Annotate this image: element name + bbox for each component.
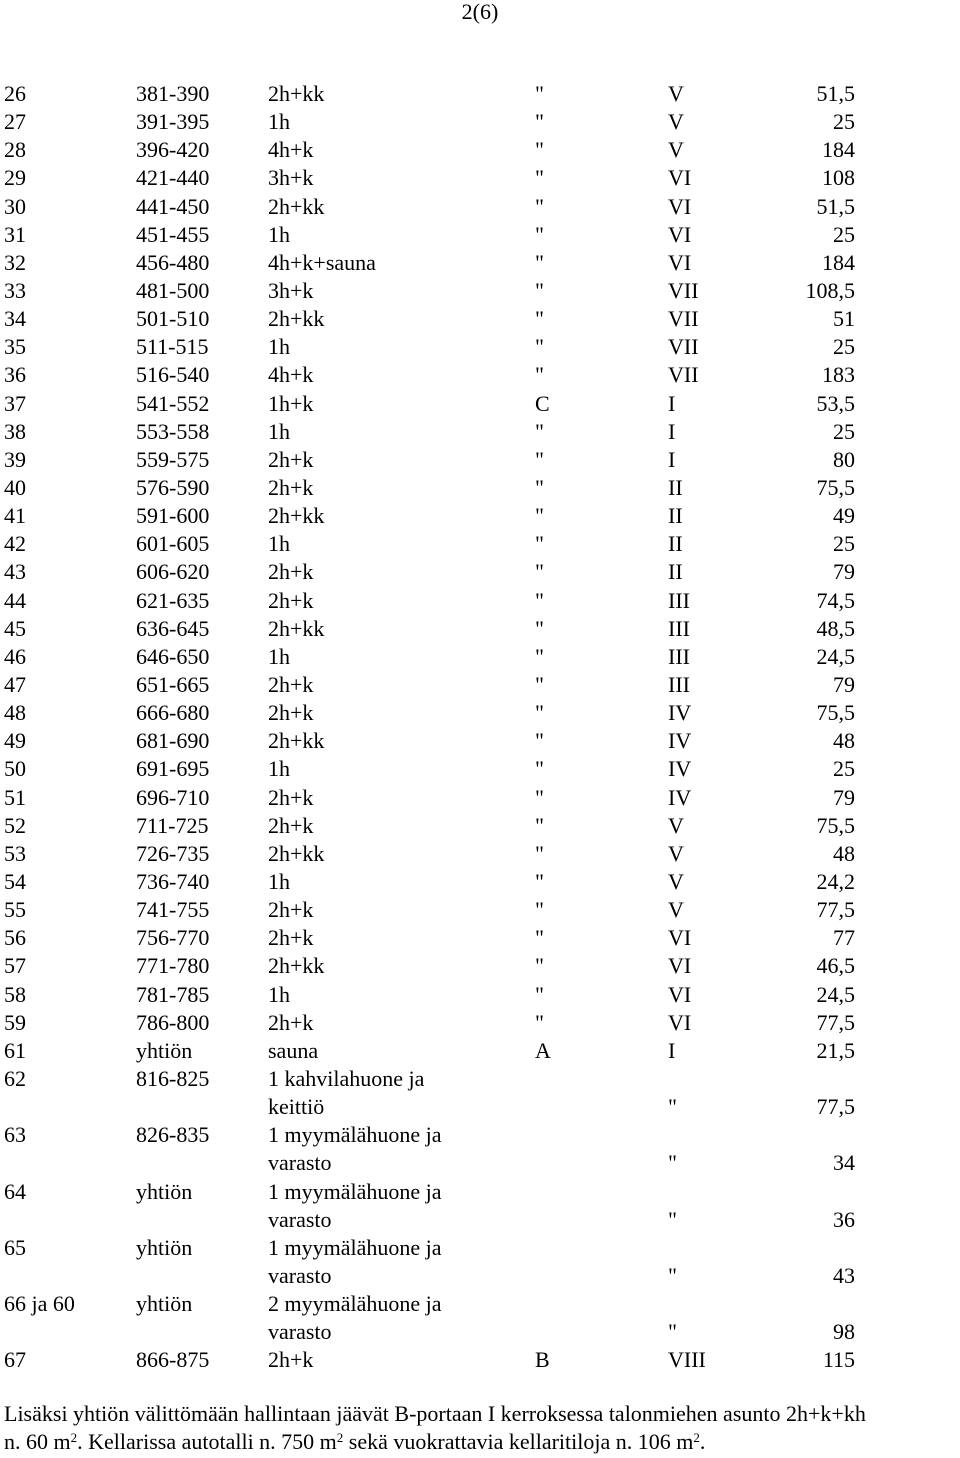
floor-cell: IV (668, 784, 692, 810)
staircase-cell: " (535, 165, 544, 191)
floor-cell: VI (668, 193, 692, 219)
room-type-cell: 3h+k (268, 277, 314, 303)
floor-cell: V (668, 868, 684, 894)
staircase-cell: " (535, 362, 544, 388)
staircase-cell: " (535, 897, 544, 923)
floor-cell: VI (668, 953, 692, 979)
area-cell: 75,5 (816, 700, 855, 726)
floor-cell: I (668, 1037, 676, 1063)
floor-cell: V (668, 81, 684, 106)
row-number-cell: 67 (4, 1347, 26, 1373)
apartment-range-cell: 681-690 (136, 728, 210, 754)
floor-cell: I (668, 390, 676, 416)
apartment-range-cell: 771-780 (136, 953, 210, 979)
area-cell: 25 (833, 221, 855, 247)
row-number-cell: 41 (4, 503, 26, 529)
floor-cell: III (668, 643, 690, 669)
area-cell: 24,5 (816, 643, 855, 669)
footnote-line-1: Lisäksi yhtiön välittömään hallintaan jäävät B-portaan I kerroksessa talonmiehen asunto 2h+k+kh (4, 1401, 866, 1426)
area-cell: 49 (833, 503, 855, 529)
floor-cell: VIII (668, 1347, 706, 1373)
footnote-text-c: sekä vuokrattavia kellaritiloja n. 106 m (343, 1429, 694, 1454)
area-cell: 79 (833, 671, 855, 697)
floor-cell: " (668, 1319, 677, 1345)
staircase-cell: " (535, 953, 544, 979)
room-type-cell: 3h+k (268, 165, 314, 191)
table-row (0, 896, 960, 924)
room-type-cell: 2h+kk (268, 615, 325, 641)
floor-cell: V (668, 812, 684, 838)
staircase-cell: " (535, 812, 544, 838)
table-row (0, 418, 960, 446)
room-type-cell: 4h+k (268, 137, 314, 163)
table-row (0, 249, 960, 277)
staircase-cell: " (535, 981, 544, 1007)
row-number-cell: 31 (4, 221, 26, 247)
table-row (0, 840, 960, 868)
table-row (0, 924, 960, 952)
room-type-cell: 2h+kk (268, 193, 325, 219)
table-row (0, 80, 960, 108)
apartment-range-cell: 816-825 (136, 1065, 210, 1091)
footnote-text-b: . Kellarissa autotalli n. 750 m (77, 1429, 337, 1454)
apartment-range-cell: 451-455 (136, 221, 210, 247)
area-cell: 108,5 (805, 277, 855, 303)
staircase-cell: " (535, 868, 544, 894)
row-number-cell: 62 (4, 1065, 26, 1091)
row-number-cell: 56 (4, 925, 26, 951)
apartment-range-cell: 756-770 (136, 925, 210, 951)
apartment-range-cell: yhtiön (136, 1178, 193, 1204)
staircase-cell: " (535, 109, 544, 135)
apartment-range-cell: yhtiön (136, 1291, 193, 1317)
staircase-cell: " (535, 756, 544, 782)
room-type-cell: 2h+k (268, 784, 314, 810)
apartment-range-cell: 726-735 (136, 840, 210, 866)
table-row (0, 1009, 960, 1037)
apartment-range-cell: 781-785 (136, 981, 210, 1007)
area-cell: 77,5 (816, 897, 855, 923)
room-type-cell: 4h+k+sauna (268, 249, 376, 275)
staircase-cell: " (535, 137, 544, 163)
staircase-cell: " (535, 643, 544, 669)
row-number-cell: 36 (4, 362, 26, 388)
area-cell: 25 (833, 418, 855, 444)
staircase-cell: " (535, 503, 544, 529)
area-cell: 53,5 (816, 390, 855, 416)
floor-cell: V (668, 137, 684, 163)
table-row (0, 981, 960, 1009)
table-row (0, 390, 960, 418)
floor-cell: III (668, 671, 690, 697)
row-number-cell: 40 (4, 474, 26, 500)
area-cell: 46,5 (816, 953, 855, 979)
area-cell: 184 (822, 137, 855, 163)
footnote-line-2 (4, 1428, 960, 1456)
row-number-cell: 43 (4, 559, 26, 585)
page-number: 2(6) (461, 0, 499, 24)
area-cell: 80 (833, 446, 855, 472)
staircase-cell: " (535, 418, 544, 444)
apartment-range-cell: 786-800 (136, 1009, 210, 1035)
table-row (0, 558, 960, 586)
apartment-range-cell: 741-755 (136, 897, 210, 923)
floor-cell: VI (668, 1009, 692, 1035)
area-cell: 25 (833, 531, 855, 557)
room-type-cell: 1h (268, 334, 290, 360)
area-cell: 79 (833, 559, 855, 585)
row-number-cell: 65 (4, 1234, 26, 1260)
table-row (0, 671, 960, 699)
room-type-cell: 2h+k (268, 1009, 314, 1035)
room-type-cell: 1h (268, 981, 290, 1007)
apartment-range-cell: 396-420 (136, 137, 210, 163)
floor-cell: VII (668, 277, 699, 303)
area-cell: 51,5 (816, 81, 855, 106)
floor-cell: " (668, 1094, 677, 1120)
row-number-cell: 57 (4, 953, 26, 979)
floor-cell: II (668, 559, 683, 585)
room-type-cell-continued: varasto (268, 1319, 332, 1345)
table-row (0, 1065, 960, 1121)
apartment-range-cell: yhtiön (136, 1234, 193, 1260)
apartment-range-cell: 711-725 (136, 812, 209, 838)
footnote (4, 1400, 960, 1456)
apartment-range-cell: 381-390 (136, 81, 210, 106)
apartment-range-cell: 441-450 (136, 193, 210, 219)
footnote-text-a: n. 60 m (4, 1429, 71, 1454)
area-cell: 25 (833, 334, 855, 360)
apartment-range-cell: 601-605 (136, 531, 210, 557)
apartment-range-cell: 511-515 (136, 334, 209, 360)
staircase-cell: " (535, 840, 544, 866)
room-type-cell: 2h+k (268, 897, 314, 923)
room-type-cell: 2h+kk (268, 728, 325, 754)
apartment-range-cell: 636-645 (136, 615, 210, 641)
table-row (0, 1037, 960, 1065)
floor-cell: " (668, 1150, 677, 1176)
room-type-cell: 2h+k (268, 1347, 314, 1373)
table-row (0, 587, 960, 615)
staircase-cell: " (535, 306, 544, 332)
area-cell: 51,5 (816, 193, 855, 219)
room-type-cell: 1 kahvilahuone ja (268, 1065, 425, 1091)
staircase-cell: " (535, 249, 544, 275)
apartment-range-cell: 826-835 (136, 1122, 210, 1148)
apartment-range-cell: 456-480 (136, 249, 210, 275)
row-number-cell: 66 ja 60 (4, 1291, 75, 1317)
footnote-text-d: . (699, 1429, 706, 1454)
staircase-cell: " (535, 925, 544, 951)
room-type-cell: 1 myymälähuone ja (268, 1122, 442, 1148)
room-type-cell: 1h (268, 643, 290, 669)
floor-cell: III (668, 587, 690, 613)
table-row (0, 446, 960, 474)
floor-cell: IV (668, 700, 692, 726)
row-number-cell: 34 (4, 306, 26, 332)
row-number-cell: 63 (4, 1122, 26, 1148)
staircase-cell: " (535, 334, 544, 360)
floor-cell: VII (668, 334, 699, 360)
room-type-cell: 2h+k (268, 925, 314, 951)
room-type-cell-continued: varasto (268, 1150, 332, 1176)
apartment-range-cell: 621-635 (136, 587, 210, 613)
apartment-range-cell: 516-540 (136, 362, 210, 388)
floor-cell: I (668, 418, 676, 444)
superscript: 2 (336, 1430, 344, 1445)
staircase-cell: " (535, 193, 544, 219)
room-type-cell: 2h+k (268, 446, 314, 472)
area-cell: 77 (833, 925, 855, 951)
floor-cell: VI (668, 981, 692, 1007)
room-type-cell: 2h+k (268, 700, 314, 726)
row-number-cell: 30 (4, 193, 26, 219)
apartment-range-cell: 736-740 (136, 868, 210, 894)
table-row (0, 530, 960, 558)
staircase-cell: " (535, 784, 544, 810)
row-number-cell: 51 (4, 784, 26, 810)
staircase-cell: " (535, 700, 544, 726)
room-type-cell: 2 myymälähuone ja (268, 1291, 442, 1317)
floor-cell: V (668, 840, 684, 866)
table-row (0, 1121, 960, 1177)
area-cell: 183 (822, 362, 855, 388)
floor-cell: III (668, 615, 690, 641)
floor-cell: VI (668, 925, 692, 951)
area-cell: 77,5 (816, 1009, 855, 1035)
room-type-cell: 2h+kk (268, 306, 325, 332)
table-row (0, 727, 960, 755)
floor-cell: V (668, 109, 684, 135)
area-cell: 25 (833, 756, 855, 782)
row-number-cell: 45 (4, 615, 26, 641)
table-row (0, 868, 960, 896)
table-row (0, 784, 960, 812)
area-cell: 24,2 (816, 868, 855, 894)
area-cell: 48 (833, 728, 855, 754)
room-type-cell: 2h+k (268, 671, 314, 697)
table-row (0, 193, 960, 221)
floor-cell: II (668, 503, 683, 529)
room-type-cell: 2h+k (268, 474, 314, 500)
room-type-cell: 1 myymälähuone ja (268, 1234, 442, 1260)
row-number-cell: 50 (4, 756, 26, 782)
area-cell: 115 (822, 1347, 855, 1373)
apartment-range-cell: 866-875 (136, 1347, 210, 1373)
apartment-range-cell: 691-695 (136, 756, 210, 782)
staircase-cell: " (535, 531, 544, 557)
apartment-range-cell: yhtiön (136, 1037, 193, 1063)
area-cell: 75,5 (816, 812, 855, 838)
area-cell: 25 (833, 109, 855, 135)
staircase-cell: " (535, 277, 544, 303)
row-number-cell: 27 (4, 109, 26, 135)
room-type-cell: 2h+kk (268, 953, 325, 979)
floor-cell: II (668, 531, 683, 557)
table-row (0, 164, 960, 192)
room-type-cell: 1h (268, 418, 290, 444)
area-cell: 21,5 (816, 1037, 855, 1063)
staircase-cell: " (535, 81, 544, 106)
room-type-cell: 1h (268, 531, 290, 557)
floor-cell: " (668, 1206, 677, 1232)
room-type-cell-continued: varasto (268, 1262, 332, 1288)
row-number-cell: 49 (4, 728, 26, 754)
superscript: 2 (70, 1430, 78, 1445)
apartment-range-cell: 591-600 (136, 503, 210, 529)
floor-cell: VII (668, 306, 699, 332)
room-type-cell: sauna (268, 1037, 319, 1063)
apartment-range-cell: 541-552 (136, 390, 210, 416)
area-cell: 79 (833, 784, 855, 810)
staircase-cell: " (535, 728, 544, 754)
area-cell: 98 (833, 1319, 855, 1345)
floor-cell: V (668, 897, 684, 923)
row-number-cell: 35 (4, 334, 26, 360)
staircase-cell: " (535, 1009, 544, 1035)
apartment-range-cell: 696-710 (136, 784, 210, 810)
staircase-cell: " (535, 559, 544, 585)
floor-cell: II (668, 474, 683, 500)
row-number-cell: 52 (4, 812, 26, 838)
floor-cell: IV (668, 756, 692, 782)
staircase-cell: " (535, 671, 544, 697)
row-number-cell: 44 (4, 587, 26, 613)
room-type-cell: 2h+k (268, 587, 314, 613)
floor-cell: VI (668, 249, 692, 275)
room-type-cell: 2h+kk (268, 81, 325, 106)
staircase-cell: C (535, 390, 550, 416)
table-row (0, 1290, 960, 1346)
room-type-cell: 2h+k (268, 559, 314, 585)
area-cell: 51 (833, 306, 855, 332)
table-row (0, 108, 960, 136)
row-number-cell: 39 (4, 446, 26, 472)
row-number-cell: 48 (4, 700, 26, 726)
table-row (0, 1346, 960, 1374)
room-type-cell: 1h (268, 868, 290, 894)
staircase-cell: B (535, 1347, 550, 1373)
apartment-range-cell: 606-620 (136, 559, 210, 585)
apartment-range-cell: 391-395 (136, 109, 210, 135)
staircase-cell: " (535, 474, 544, 500)
row-number-cell: 46 (4, 643, 26, 669)
apartment-range-cell: 421-440 (136, 165, 210, 191)
row-number-cell: 32 (4, 249, 26, 275)
floor-cell: VI (668, 165, 692, 191)
row-number-cell: 37 (4, 390, 26, 416)
apartment-range-cell: 501-510 (136, 306, 210, 332)
room-type-cell: 2h+kk (268, 503, 325, 529)
apartment-range-cell: 481-500 (136, 277, 210, 303)
table-row (0, 643, 960, 671)
room-type-cell: 1h+k (268, 390, 314, 416)
apartment-range-cell: 651-665 (136, 671, 210, 697)
room-type-cell: 1h (268, 221, 290, 247)
area-cell: 184 (822, 249, 855, 275)
area-cell: 48 (833, 840, 855, 866)
table-row (0, 277, 960, 305)
table-row (0, 502, 960, 530)
floor-cell: I (668, 446, 676, 472)
area-cell: 74,5 (816, 587, 855, 613)
row-number-cell: 61 (4, 1037, 26, 1063)
room-type-cell: 2h+k (268, 812, 314, 838)
staircase-cell: " (535, 446, 544, 472)
area-cell: 24,5 (816, 981, 855, 1007)
row-number-cell: 59 (4, 1009, 26, 1035)
row-number-cell: 64 (4, 1178, 26, 1204)
table-row (0, 361, 960, 389)
table-row (0, 136, 960, 164)
table-row (0, 305, 960, 333)
area-cell: 34 (833, 1150, 855, 1176)
row-number-cell: 33 (4, 277, 26, 303)
row-number-cell: 29 (4, 165, 26, 191)
area-cell: 48,5 (816, 615, 855, 641)
apartment-range-cell: 666-680 (136, 700, 210, 726)
staircase-cell: A (535, 1037, 551, 1063)
floor-cell: " (668, 1262, 677, 1288)
room-type-cell: 1 myymälähuone ja (268, 1178, 442, 1204)
table-row (0, 221, 960, 249)
apartment-range-cell: 553-558 (136, 418, 210, 444)
row-number-cell: 28 (4, 137, 26, 163)
table-row (0, 1234, 960, 1290)
row-number-cell: 53 (4, 840, 26, 866)
table-row (0, 615, 960, 643)
table-row (0, 812, 960, 840)
table-row (0, 474, 960, 502)
table-row (0, 755, 960, 783)
row-number-cell: 58 (4, 981, 26, 1007)
apartment-range-cell: 576-590 (136, 474, 210, 500)
room-type-cell: 1h (268, 109, 290, 135)
row-number-cell: 38 (4, 418, 26, 444)
table-row (0, 1178, 960, 1234)
room-type-cell-continued: keittiö (268, 1094, 325, 1120)
area-cell: 43 (833, 1262, 855, 1288)
room-type-cell: 2h+kk (268, 840, 325, 866)
row-number-cell: 54 (4, 868, 26, 894)
superscript: 2 (693, 1430, 700, 1445)
row-number-cell: 42 (4, 531, 26, 557)
apartment-table (0, 80, 960, 1375)
table-row (0, 333, 960, 361)
table-row (0, 952, 960, 980)
row-number-cell: 47 (4, 671, 26, 697)
floor-cell: VII (668, 362, 699, 388)
staircase-cell: " (535, 587, 544, 613)
floor-cell: VI (668, 221, 692, 247)
room-type-cell: 1h (268, 756, 290, 782)
area-cell: 36 (833, 1206, 855, 1232)
area-cell: 77,5 (816, 1094, 855, 1120)
apartment-range-cell: 559-575 (136, 446, 210, 472)
area-cell: 75,5 (816, 474, 855, 500)
row-number-cell: 55 (4, 897, 26, 923)
floor-cell: IV (668, 728, 692, 754)
apartment-range-cell: 646-650 (136, 643, 210, 669)
room-type-cell: 4h+k (268, 362, 314, 388)
staircase-cell: " (535, 615, 544, 641)
area-cell: 108 (822, 165, 855, 191)
room-type-cell-continued: varasto (268, 1206, 332, 1232)
staircase-cell: " (535, 221, 544, 247)
row-number-cell: 26 (4, 81, 26, 106)
table-row (0, 699, 960, 727)
